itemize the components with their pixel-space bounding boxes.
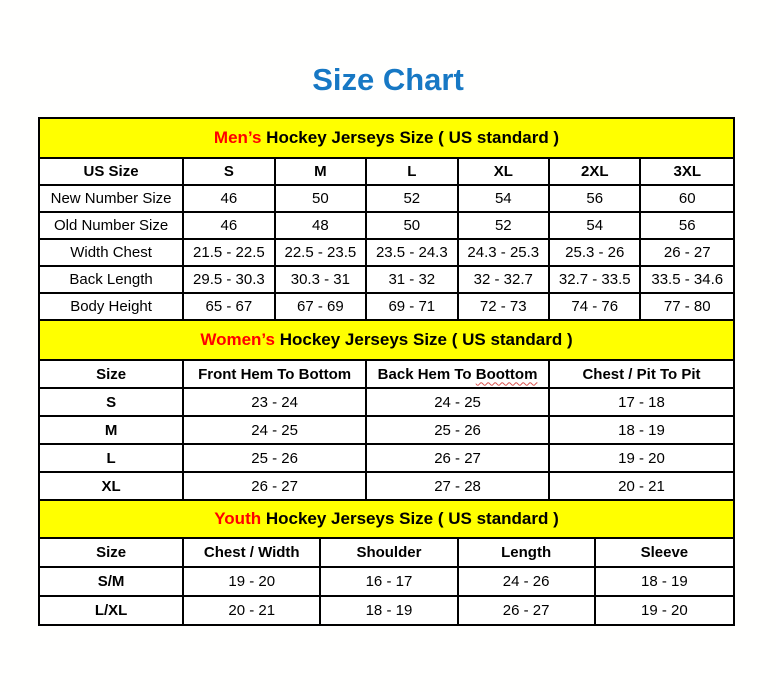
row-label-cell: S/M bbox=[40, 568, 184, 597]
table-row bbox=[40, 213, 733, 240]
column-header-cell: 3XL bbox=[641, 159, 733, 186]
row-label-cell: New Number Size bbox=[40, 186, 184, 213]
value-cell: 32.7 - 33.5 bbox=[550, 267, 641, 294]
value-cell: 27 - 28 bbox=[367, 473, 550, 501]
table-row bbox=[40, 597, 733, 624]
column-header-cell: US Size bbox=[40, 159, 184, 186]
size-chart bbox=[38, 117, 735, 626]
column-header-cell: M bbox=[276, 159, 367, 186]
value-cell: 46 bbox=[184, 186, 275, 213]
value-cell: 23 - 24 bbox=[184, 389, 367, 417]
table-row bbox=[40, 417, 733, 445]
table-row bbox=[40, 568, 733, 597]
value-cell: 19 - 20 bbox=[550, 445, 733, 473]
value-cell: 26 - 27 bbox=[641, 240, 733, 267]
table-row bbox=[40, 294, 733, 321]
value-cell: 18 - 19 bbox=[550, 417, 733, 445]
value-cell: 52 bbox=[459, 213, 550, 240]
column-header-cell: S bbox=[184, 159, 275, 186]
value-cell: 18 - 19 bbox=[596, 568, 733, 597]
value-cell: 19 - 20 bbox=[641, 602, 688, 619]
youth-table-banner bbox=[40, 501, 733, 539]
column-header-cell: Length bbox=[459, 539, 596, 568]
value-cell: 69 - 71 bbox=[367, 294, 458, 321]
value-cell: 16 - 17 bbox=[321, 568, 458, 597]
column-header-cell: Chest / Pit To Pit bbox=[550, 361, 733, 389]
value-cell: 33.5 - 34.6 bbox=[641, 267, 733, 294]
value-cell: 52 bbox=[367, 186, 458, 213]
table-row bbox=[40, 445, 733, 473]
column-header-cell bbox=[367, 361, 550, 389]
row-label-cell: L bbox=[40, 445, 184, 473]
row-label-cell: S bbox=[40, 389, 184, 417]
value-cell: 18 - 19 bbox=[321, 597, 458, 624]
column-header-cell: Sleeve bbox=[596, 539, 733, 568]
row-label-cell: XL bbox=[40, 473, 184, 501]
column-header-cell: 2XL bbox=[550, 159, 641, 186]
table-row bbox=[40, 473, 733, 501]
value-cell: 74 - 76 bbox=[550, 294, 641, 321]
value-cell: 21.5 - 22.5 bbox=[184, 240, 275, 267]
value-cell: 50 bbox=[276, 186, 367, 213]
value-cell: 54 bbox=[459, 186, 550, 213]
value-cell: 32 - 32.7 bbox=[459, 267, 550, 294]
value-cell: 65 - 67 bbox=[184, 294, 275, 321]
row-label-cell: Width Chest bbox=[40, 240, 184, 267]
row-label-cell: M bbox=[40, 417, 184, 445]
banner-rest-mens: Hockey Jerseys Size ( US standard ) bbox=[261, 128, 560, 147]
value-cell: 22.5 - 23.5 bbox=[276, 240, 367, 267]
value-cell: 31 - 32 bbox=[367, 267, 458, 294]
value-cell: 25 - 26 bbox=[367, 417, 550, 445]
value-cell: 25 - 26 bbox=[184, 445, 367, 473]
column-header-cell: L bbox=[367, 159, 458, 186]
table-row bbox=[40, 389, 733, 417]
value-cell: 72 - 73 bbox=[459, 294, 550, 321]
youth-size-table bbox=[40, 539, 733, 624]
row-label-cell: Back Length bbox=[40, 267, 184, 294]
table-row bbox=[40, 267, 733, 294]
mens-size-table bbox=[40, 159, 733, 321]
value-cell: 20 - 21 bbox=[550, 473, 733, 501]
womens-table-banner bbox=[40, 321, 733, 361]
value-cell: 48 bbox=[276, 213, 367, 240]
mens-size-section bbox=[40, 119, 733, 321]
banner-highlight-womens: Women’s bbox=[200, 330, 275, 349]
value-cell: 46 bbox=[184, 213, 275, 240]
value-cell: 20 - 21 bbox=[184, 597, 321, 624]
column-header-cell: XL bbox=[459, 159, 550, 186]
value-cell: 24 - 25 bbox=[367, 389, 550, 417]
header-row bbox=[40, 159, 733, 186]
banner-rest-youth: Hockey Jerseys Size ( US standard ) bbox=[261, 509, 559, 528]
value-cell: 26 - 27 bbox=[459, 597, 596, 624]
value-cell: 67 - 69 bbox=[276, 294, 367, 321]
column-header-cell: Shoulder bbox=[321, 539, 458, 568]
header-row bbox=[40, 539, 733, 568]
value-cell: 24 - 26 bbox=[459, 568, 596, 597]
row-label-cell: Body Height bbox=[40, 294, 184, 321]
youth-size-section bbox=[40, 501, 733, 624]
value-cell: 77 - 80 bbox=[641, 294, 733, 321]
row-label-cell: L/XL bbox=[40, 597, 184, 624]
value-cell: 24.3 - 25.3 bbox=[459, 240, 550, 267]
value-cell: 30.3 - 31 bbox=[276, 267, 367, 294]
banner-rest-womens: Hockey Jerseys Size ( US standard ) bbox=[274, 330, 573, 349]
value-cell: 23.5 - 24.3 bbox=[367, 240, 458, 267]
value-cell: 25.3 - 26 bbox=[550, 240, 641, 267]
header-text: Back Hem To bbox=[377, 365, 476, 383]
value-cell: 26 - 27 bbox=[184, 473, 367, 501]
value-cell: 56 bbox=[550, 186, 641, 213]
value-cell: 54 bbox=[550, 213, 641, 240]
value-cell: 60 bbox=[641, 186, 733, 213]
mens-table-banner bbox=[40, 119, 733, 159]
value-cell: 56 bbox=[641, 213, 733, 240]
row-label-cell: Old Number Size bbox=[40, 213, 184, 240]
table-row bbox=[40, 240, 733, 267]
header-row bbox=[40, 361, 733, 389]
table-row bbox=[40, 186, 733, 213]
value-cell: 50 bbox=[367, 213, 458, 240]
womens-size-table bbox=[40, 361, 733, 501]
column-header-cell: Size bbox=[40, 539, 184, 568]
value-cell: 29.5 - 30.3 bbox=[184, 267, 275, 294]
column-header-cell: Size bbox=[40, 361, 184, 389]
value-cell: 24 - 25 bbox=[184, 417, 367, 445]
womens-size-section bbox=[40, 321, 733, 501]
banner-highlight-youth: Youth bbox=[214, 509, 262, 528]
value-cell: 26 - 27 bbox=[367, 445, 550, 473]
column-header-cell: Front Hem To Bottom bbox=[184, 361, 367, 389]
column-header-cell: Chest / Width bbox=[184, 539, 321, 568]
banner-highlight-mens: Men’s bbox=[213, 128, 262, 147]
misspelled-word: Boottom bbox=[475, 365, 538, 383]
value-cell: 19 - 20 bbox=[184, 568, 321, 597]
value-cell: 17 - 18 bbox=[550, 389, 733, 417]
page-title: Size Chart bbox=[312, 62, 464, 97]
